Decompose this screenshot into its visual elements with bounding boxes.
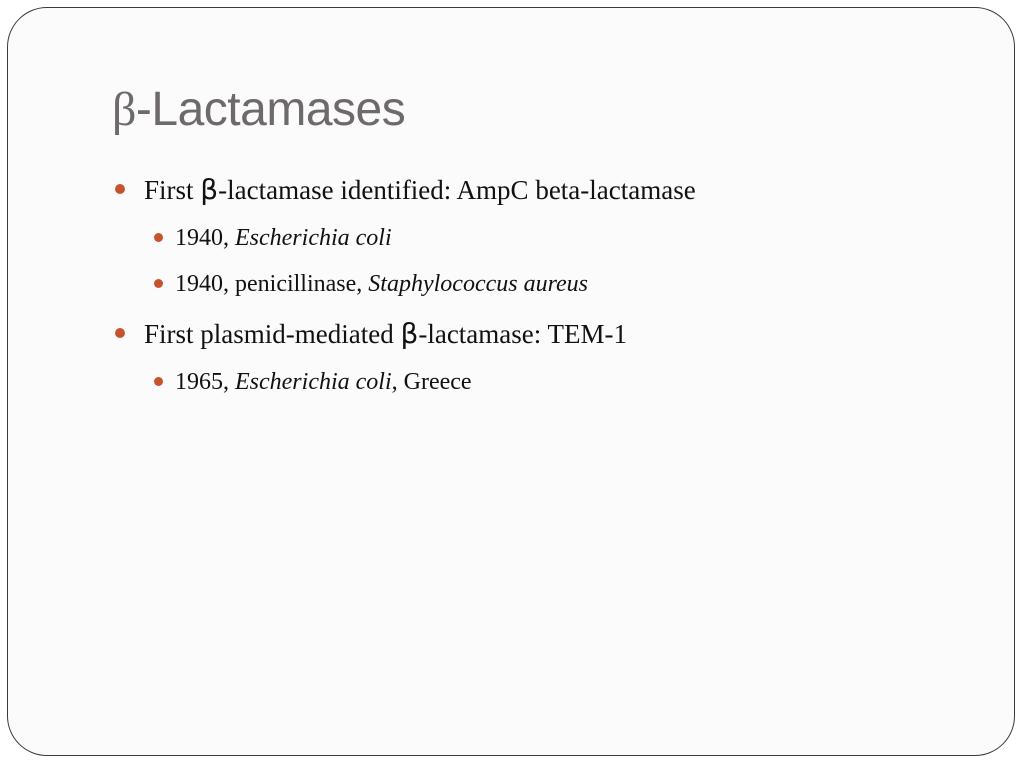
sub-bullet-1940-ecoli: [113, 220, 973, 256]
sub-bullet-text: 1940, penicillinase,: [175, 271, 369, 297]
species-name: Escherichia coli: [235, 225, 392, 251]
sub-bullet-text: 1940,: [175, 225, 235, 251]
bullet-dot-icon: [154, 377, 163, 386]
bullet-list: [113, 170, 973, 400]
bullet-dot-icon: [115, 184, 125, 194]
sub-bullet-1965-ecoli: [113, 364, 973, 400]
sub-bullet-text: 1965,: [175, 369, 235, 395]
beta-symbol: β: [200, 173, 219, 206]
bullet-dot-icon: [154, 233, 163, 242]
species-name: Staphylococcus aureus: [368, 271, 589, 297]
sub-bullet-tail: , Greece: [391, 369, 472, 395]
bullet-text-suffix: -lactamase identified: AmpC beta-lactamase: [218, 175, 696, 205]
species-name: Escherichia coli: [235, 369, 392, 395]
title-beta-symbol: β: [112, 83, 136, 136]
bullet-ampc: [113, 170, 973, 210]
bullet-dot-icon: [115, 328, 125, 338]
bullet-text-prefix: First plasmid-mediated: [144, 319, 401, 349]
bullet-text-suffix: -lactamase: TEM-1: [418, 319, 628, 349]
sub-bullet-1940-saureus: [113, 266, 973, 302]
bullet-text-prefix: First: [144, 175, 201, 205]
bullet-tem1: [113, 314, 973, 354]
beta-symbol: β: [400, 317, 419, 350]
title-text: -Lactamases: [135, 83, 406, 136]
slide-title: [112, 83, 406, 136]
bullet-dot-icon: [154, 279, 163, 288]
